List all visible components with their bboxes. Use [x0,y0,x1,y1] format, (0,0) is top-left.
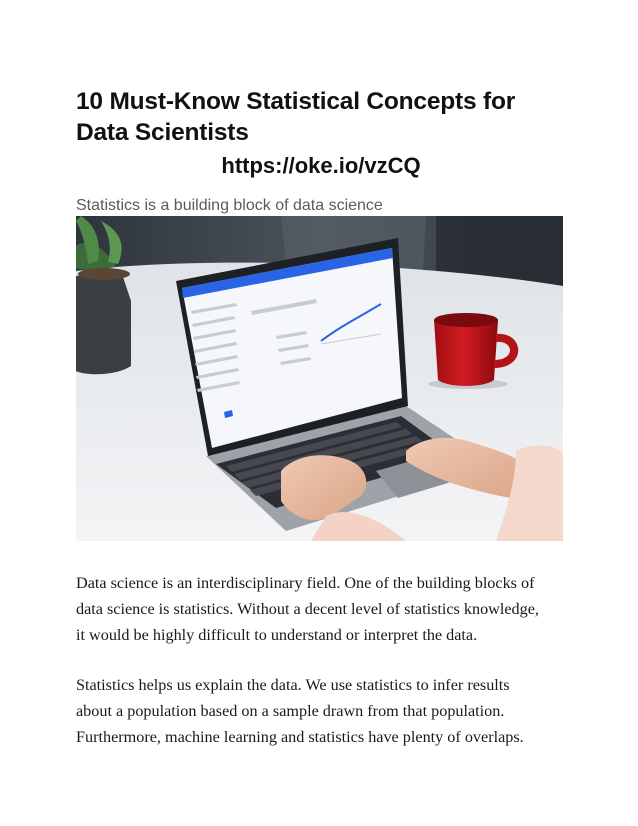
hero-photo [76,216,563,541]
paragraph-line: about a population based on a sample drawn from that population. [76,702,505,720]
article-link[interactable]: https://oke.io/vzCQ [221,153,421,178]
article-title-line: Data Scientists [76,119,249,146]
paragraph-line: Statistics helps us explain the data. We use statistics to infer results [76,676,510,694]
article-subtitle: Statistics is a building block of data science [76,197,383,214]
article-title-line: 10 Must-Know Statistical Concepts for [76,88,516,115]
paragraph [76,570,566,648]
paragraph [76,672,566,750]
article-title [76,86,566,148]
paragraph-line: it would be highly difficult to understand or interpret the data. [76,626,478,644]
paragraph-line: data science is statistics. Without a decent level of statistics knowledge, [76,600,539,618]
paragraph-line: Furthermore, machine learning and statistics have plenty of overlaps. [76,728,524,746]
paragraph-line: Data science is an interdisciplinary field. One of the building blocks of [76,574,535,592]
